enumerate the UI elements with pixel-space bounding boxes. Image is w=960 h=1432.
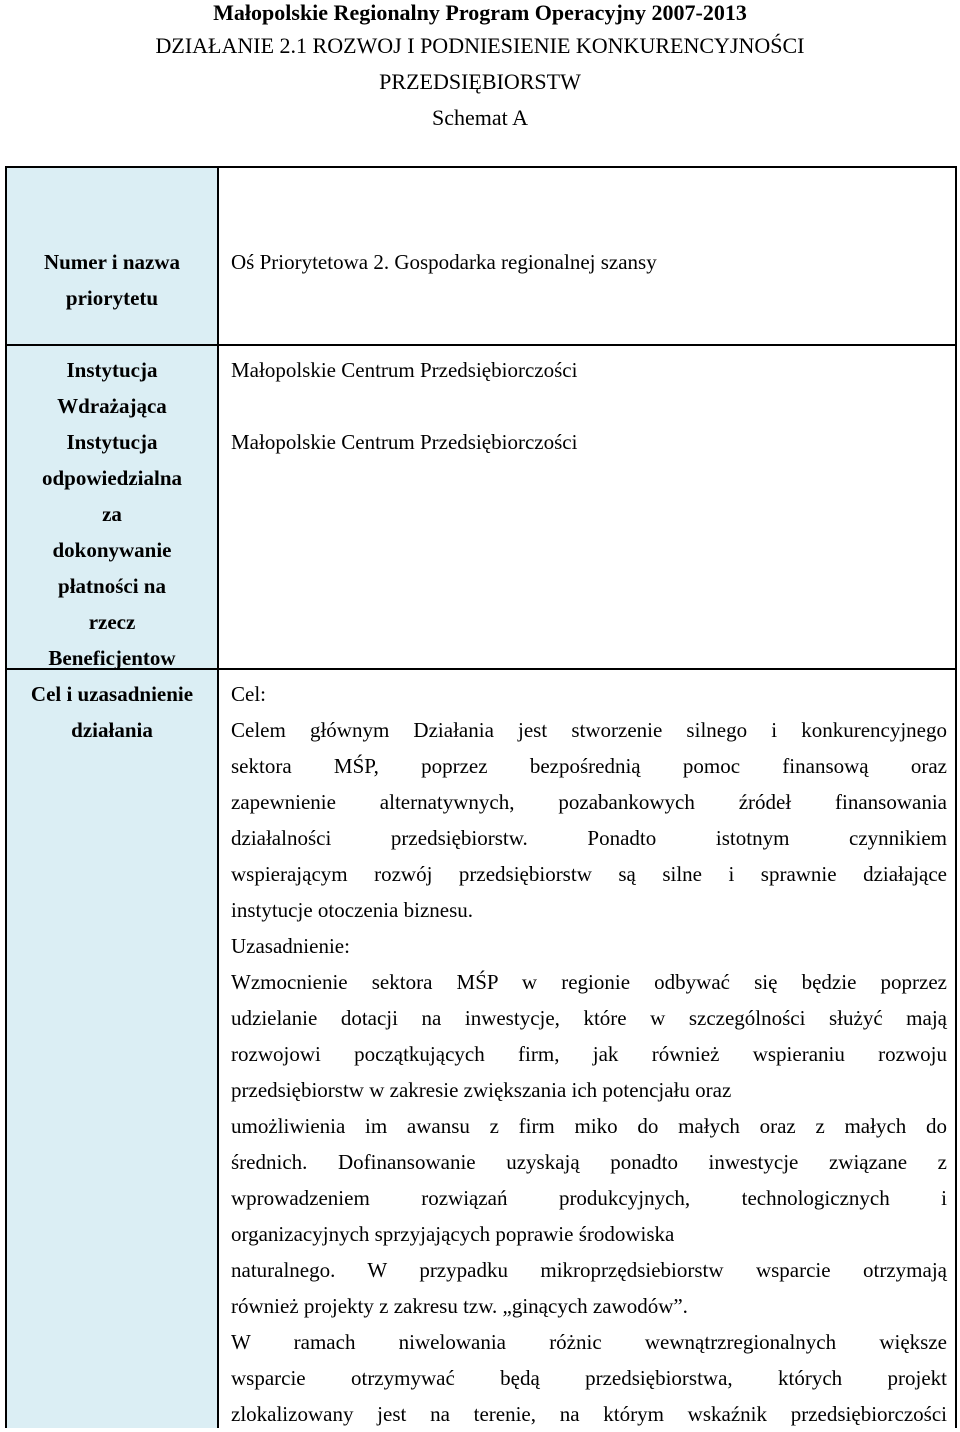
scheme-label: Schemat A — [432, 105, 528, 130]
action-title-line1: DZIAŁANIE 2.1 ROZWOJ I PODNIESIENIE KONKURENCYJNOŚCI — [155, 33, 805, 58]
rationale-line: wprowadzeniem rozwiązań produkcyjnych, technologicznych i — [231, 1186, 947, 1210]
rationale-line: udzielanie dotacji na inwestycje, które w szczególności służyć mają — [231, 1006, 947, 1030]
priority-label-line: Numer i nazwa — [43, 250, 181, 274]
payment-label-line: dokonywanie — [52, 538, 172, 562]
goal-line: instytucje otoczenia biznesu. — [231, 898, 474, 922]
program-title: Małopolskie Regionalny Program Operacyjny 2007-2013 — [213, 0, 747, 25]
payment-institution-value: Małopolskie Centrum Przedsiębiorczości — [231, 430, 578, 454]
goal-label-line: Cel i uzasadnienie — [30, 682, 194, 706]
rationale-line: wsparcie otrzymywać będą przedsiębiorstwa, których projekt — [231, 1366, 947, 1390]
payment-label-line: odpowiedzialna — [41, 466, 183, 490]
document-header — [0, 0, 960, 136]
goal-line: działalności przedsiębiorstw. Ponadto istotnym czynnikiem — [231, 826, 947, 850]
row-divider — [7, 344, 955, 346]
payment-label-line: Beneficjentow — [48, 646, 176, 670]
payment-label-line: płatności na — [58, 574, 166, 598]
rationale-line: Wzmocnienie sektora MŚP w regionie odbywać się będzie poprzez — [231, 970, 947, 994]
rationale-line: zlokalizowany jest na terenie, na którym wskaźnik przedsiębiorczości — [231, 1402, 947, 1426]
goal-label-line: działania — [71, 718, 153, 742]
action-title-line2: PRZEDSIĘBIORSTW — [379, 69, 581, 94]
rationale-line: organizacyjnych sprzyjających poprawie środowiska — [231, 1222, 675, 1246]
rationale-line: rozwojowi początkujących firm, jak również wspieraniu rozwoju — [231, 1042, 947, 1066]
goal-rationale-label — [7, 676, 217, 748]
rationale-heading: Uzasadnienie: — [231, 934, 350, 958]
implementing-label-line: Wdrażająca — [57, 394, 167, 418]
implementing-label-line: Instytucja — [66, 358, 158, 382]
priority-value: Oś Priorytetowa 2. Gospodarka regionalnej szansy — [231, 250, 657, 274]
goal-line: zapewnienie alternatywnych, pozabankowych źródeł finansowania — [231, 790, 947, 814]
goal-line: wspierającym rozwój przedsiębiorstw są silne i sprawnie działające — [231, 862, 947, 886]
implementing-institution-value: Małopolskie Centrum Przedsiębiorczości — [231, 358, 578, 382]
implementing-institution-label — [7, 352, 217, 424]
rationale-line: umożliwienia im awansu z firm miko do małych oraz z małych do — [231, 1114, 947, 1138]
rationale-line: W ramach niwelowania różnic wewnątrzregionalnych większe — [231, 1330, 947, 1354]
priority-label-line: priorytetu — [65, 286, 159, 310]
rationale-line: naturalnego. W przypadku mikroprzędsiebiorstw wsparcie otrzymają — [231, 1258, 947, 1282]
payment-label-line: Instytucja — [66, 430, 158, 454]
payment-label-line: rzecz — [88, 610, 136, 634]
priority-label — [7, 244, 217, 316]
rationale-line: przedsiębiorstw w zakresie zwiększania ich potencjału oraz — [231, 1078, 732, 1102]
action-table — [5, 166, 957, 1428]
goal-rationale-text — [231, 676, 947, 1432]
rationale-line: średnich. Dofinansowanie uzyskają ponadto inwestycje związane z — [231, 1150, 947, 1174]
payment-institution-label — [7, 424, 217, 676]
payment-label-line: za — [102, 502, 122, 526]
goal-line: sektora MŚP, poprzez bezpośrednią pomoc finansową oraz — [231, 754, 947, 778]
rationale-line: również projekty z zakresu tzw. „ginących zawodów”. — [231, 1294, 688, 1318]
goal-line: Celem głównym Działania jest stworzenie silnego i konkurencyjnego — [231, 718, 947, 742]
goal-heading: Cel: — [231, 682, 266, 706]
